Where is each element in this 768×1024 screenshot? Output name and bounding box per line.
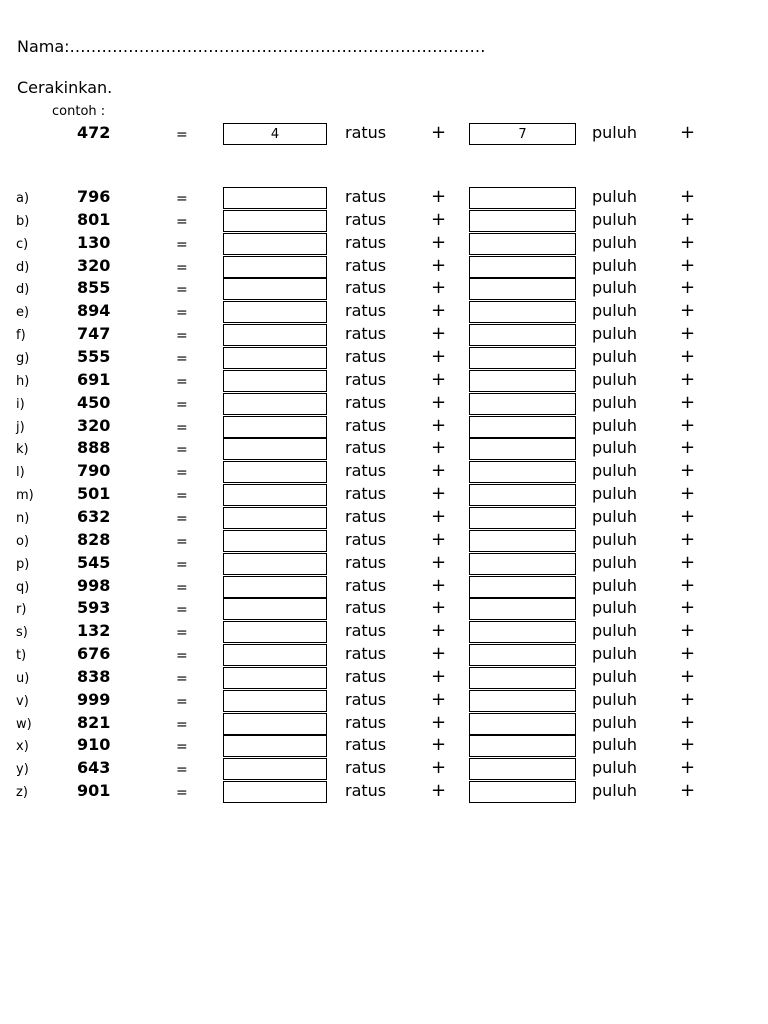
example-tens-box: 7 bbox=[469, 123, 576, 145]
equals-sign: = bbox=[176, 762, 188, 779]
hundreds-word: ratus bbox=[345, 529, 387, 549]
exercise-row bbox=[0, 301, 768, 324]
hundreds-word: ratus bbox=[345, 123, 387, 142]
tens-answer-box[interactable] bbox=[469, 576, 576, 598]
hundreds-word: ratus bbox=[345, 712, 387, 732]
tens-word: puluh bbox=[592, 758, 638, 778]
hundreds-answer-box[interactable] bbox=[223, 758, 327, 780]
tens-answer-box[interactable] bbox=[469, 210, 576, 232]
row-number: 450 bbox=[77, 392, 111, 412]
row-label: w) bbox=[16, 716, 32, 732]
row-label: u) bbox=[16, 670, 30, 686]
tens-word: puluh bbox=[592, 324, 638, 344]
plus-sign: + bbox=[680, 254, 696, 276]
plus-sign: + bbox=[680, 208, 696, 230]
tens-answer-box[interactable] bbox=[469, 507, 576, 529]
plus-sign: + bbox=[680, 391, 696, 413]
tens-word: puluh bbox=[592, 278, 638, 298]
row-number: 901 bbox=[77, 781, 111, 801]
tens-word: puluh bbox=[592, 347, 638, 366]
hundreds-answer-box[interactable] bbox=[223, 461, 327, 483]
plus-sign: + bbox=[680, 346, 696, 367]
example-hundreds-box: 4 bbox=[223, 123, 327, 145]
plus-sign: + bbox=[680, 780, 696, 802]
equals-sign: = bbox=[176, 602, 188, 619]
tens-answer-box[interactable] bbox=[469, 370, 576, 392]
row-label: p) bbox=[16, 556, 30, 572]
tens-word: puluh bbox=[592, 506, 638, 526]
plus-sign: + bbox=[431, 277, 447, 299]
row-number: 855 bbox=[77, 278, 111, 298]
row-number: 801 bbox=[77, 209, 111, 229]
row-label: c) bbox=[16, 236, 29, 252]
plus-sign: + bbox=[680, 620, 696, 642]
plus-sign: + bbox=[680, 734, 696, 756]
plus-sign: + bbox=[680, 483, 696, 505]
row-label: e) bbox=[16, 305, 30, 321]
exercise-row bbox=[0, 507, 768, 530]
hundreds-word: ratus bbox=[345, 781, 387, 801]
equals-sign: = bbox=[176, 236, 188, 253]
equals-sign: = bbox=[176, 373, 188, 390]
row-number: 894 bbox=[77, 301, 111, 321]
row-number: 888 bbox=[77, 438, 111, 458]
plus-sign: + bbox=[680, 643, 696, 664]
tens-answer-box[interactable] bbox=[469, 690, 576, 712]
tens-answer-box[interactable] bbox=[469, 438, 576, 460]
tens-answer-box[interactable] bbox=[469, 621, 576, 643]
exercise-row bbox=[0, 576, 768, 599]
hundreds-word: ratus bbox=[345, 278, 387, 298]
hundreds-word: ratus bbox=[345, 598, 387, 618]
plus-sign: + bbox=[431, 688, 447, 710]
plus-sign: + bbox=[431, 734, 447, 756]
row-number: 747 bbox=[77, 324, 111, 344]
plus-sign: + bbox=[431, 551, 447, 573]
hundreds-word: ratus bbox=[345, 758, 387, 778]
tens-word: puluh bbox=[592, 301, 638, 321]
hundreds-word: ratus bbox=[345, 415, 387, 435]
tens-word: puluh bbox=[592, 529, 638, 549]
tens-answer-box[interactable] bbox=[469, 256, 576, 278]
tens-word: puluh bbox=[592, 187, 638, 206]
exercise-row bbox=[0, 370, 768, 393]
hundreds-word: ratus bbox=[345, 621, 387, 641]
plus-sign: + bbox=[431, 368, 447, 390]
hundreds-answer-box[interactable] bbox=[223, 690, 327, 712]
hundreds-word: ratus bbox=[345, 369, 387, 389]
instruction-title: Cerakinkan. bbox=[17, 78, 113, 97]
hundreds-word: ratus bbox=[345, 209, 387, 229]
hundreds-answer-box[interactable] bbox=[223, 393, 327, 415]
example-number: 472 bbox=[77, 123, 111, 142]
tens-answer-box[interactable] bbox=[469, 347, 576, 369]
hundreds-answer-box[interactable] bbox=[223, 187, 327, 209]
row-number: 320 bbox=[77, 415, 111, 435]
plus-sign: + bbox=[680, 528, 696, 550]
hundreds-word: ratus bbox=[345, 735, 387, 755]
row-label: j) bbox=[16, 419, 25, 435]
row-number: 632 bbox=[77, 506, 111, 526]
equals-sign: = bbox=[176, 533, 188, 550]
tens-answer-box[interactable] bbox=[469, 667, 576, 689]
hundreds-answer-box[interactable] bbox=[223, 644, 327, 666]
plus-sign: + bbox=[431, 391, 447, 413]
hundreds-answer-box[interactable] bbox=[223, 438, 327, 460]
tens-answer-box[interactable] bbox=[469, 758, 576, 780]
hundreds-answer-box[interactable] bbox=[223, 370, 327, 392]
plus-sign: + bbox=[431, 254, 447, 276]
tens-word: puluh bbox=[592, 689, 638, 709]
name-field-label: Nama:…………………………………………………………………… bbox=[17, 37, 486, 56]
tens-word: puluh bbox=[592, 575, 638, 595]
plus-sign: + bbox=[680, 711, 696, 733]
exercise-row bbox=[0, 713, 768, 736]
plus-sign: + bbox=[680, 574, 696, 596]
plus-sign: + bbox=[431, 757, 447, 779]
hundreds-answer-box[interactable] bbox=[223, 507, 327, 529]
row-label: r) bbox=[16, 602, 27, 618]
row-label: s) bbox=[16, 625, 28, 641]
row-label: x) bbox=[16, 739, 29, 755]
equals-sign: = bbox=[176, 282, 188, 299]
plus-sign: + bbox=[680, 122, 696, 143]
plus-sign: + bbox=[680, 186, 696, 207]
equals-sign: = bbox=[176, 625, 188, 642]
row-number: 821 bbox=[77, 712, 111, 732]
row-number: 691 bbox=[77, 369, 111, 389]
hundreds-word: ratus bbox=[345, 301, 387, 321]
hundreds-word: ratus bbox=[345, 506, 387, 526]
hundreds-answer-box[interactable] bbox=[223, 667, 327, 689]
plus-sign: + bbox=[431, 505, 447, 527]
row-number: 555 bbox=[77, 347, 111, 366]
tens-word: puluh bbox=[592, 712, 638, 732]
hundreds-answer-box[interactable] bbox=[223, 233, 327, 255]
tens-word: puluh bbox=[592, 415, 638, 435]
equals-sign: = bbox=[176, 693, 188, 710]
tens-answer-box[interactable] bbox=[469, 530, 576, 552]
exercise-row bbox=[0, 461, 768, 484]
equals-sign: = bbox=[176, 785, 188, 802]
row-number: 643 bbox=[77, 758, 111, 778]
exercise-row bbox=[0, 210, 768, 233]
equals-sign: = bbox=[176, 465, 188, 482]
hundreds-answer-box[interactable] bbox=[223, 735, 327, 757]
hundreds-word: ratus bbox=[345, 575, 387, 595]
exercise-row bbox=[0, 324, 768, 347]
tens-word: puluh bbox=[592, 484, 638, 504]
example-label: contoh : bbox=[52, 104, 106, 119]
row-number: 998 bbox=[77, 575, 111, 595]
tens-answer-box[interactable] bbox=[469, 233, 576, 255]
plus-sign: + bbox=[680, 414, 696, 436]
hundreds-answer-box[interactable] bbox=[223, 347, 327, 369]
row-number: 593 bbox=[77, 598, 111, 618]
exercise-row bbox=[0, 667, 768, 690]
row-label: d) bbox=[16, 282, 30, 298]
tens-answer-box[interactable] bbox=[469, 324, 576, 346]
equals-sign: = bbox=[176, 213, 188, 230]
tens-word: puluh bbox=[592, 666, 638, 686]
hundreds-word: ratus bbox=[345, 324, 387, 344]
row-label: g) bbox=[16, 351, 30, 366]
tens-word: puluh bbox=[592, 735, 638, 755]
plus-sign: + bbox=[431, 122, 447, 143]
hundreds-word: ratus bbox=[345, 232, 387, 252]
tens-answer-box[interactable] bbox=[469, 278, 576, 300]
exercise-row bbox=[0, 621, 768, 644]
row-label: o) bbox=[16, 533, 30, 549]
hundreds-answer-box[interactable] bbox=[223, 576, 327, 598]
tens-answer-box[interactable] bbox=[469, 461, 576, 483]
plus-sign: + bbox=[680, 437, 696, 459]
plus-sign: + bbox=[431, 620, 447, 642]
equals-sign: = bbox=[176, 396, 188, 413]
exercise-row bbox=[0, 735, 768, 758]
equals-sign: = bbox=[176, 739, 188, 756]
hundreds-answer-box[interactable] bbox=[223, 713, 327, 735]
exercise-row bbox=[0, 484, 768, 507]
tens-word: puluh bbox=[592, 461, 638, 481]
row-number: 320 bbox=[77, 255, 111, 275]
tens-word: puluh bbox=[592, 392, 638, 412]
tens-answer-box[interactable] bbox=[469, 393, 576, 415]
plus-sign: + bbox=[431, 414, 447, 436]
exercise-row bbox=[0, 416, 768, 439]
hundreds-answer-box[interactable] bbox=[223, 278, 327, 300]
plus-sign: + bbox=[431, 643, 447, 664]
row-label: b) bbox=[16, 213, 30, 229]
plus-sign: + bbox=[680, 460, 696, 482]
hundreds-word: ratus bbox=[345, 347, 387, 366]
plus-sign: + bbox=[431, 323, 447, 345]
tens-answer-box[interactable] bbox=[469, 416, 576, 438]
row-label: t) bbox=[16, 648, 27, 663]
hundreds-answer-box[interactable] bbox=[223, 530, 327, 552]
hundreds-answer-box[interactable] bbox=[223, 416, 327, 438]
plus-sign: + bbox=[431, 665, 447, 687]
hundreds-answer-box[interactable] bbox=[223, 621, 327, 643]
plus-sign: + bbox=[431, 528, 447, 550]
plus-sign: + bbox=[680, 323, 696, 345]
hundreds-answer-box[interactable] bbox=[223, 256, 327, 278]
equals-sign: = bbox=[176, 579, 188, 596]
tens-answer-box[interactable] bbox=[469, 301, 576, 323]
plus-sign: + bbox=[431, 208, 447, 230]
plus-sign: + bbox=[431, 711, 447, 733]
exercise-row bbox=[0, 781, 768, 804]
hundreds-word: ratus bbox=[345, 187, 387, 206]
tens-answer-box[interactable] bbox=[469, 187, 576, 209]
row-number: 790 bbox=[77, 461, 111, 481]
tens-word: puluh bbox=[592, 552, 638, 572]
plus-sign: + bbox=[680, 757, 696, 779]
equals-sign: = bbox=[176, 556, 188, 573]
tens-answer-box[interactable] bbox=[469, 644, 576, 666]
equals-sign: = bbox=[176, 419, 188, 436]
row-label: q) bbox=[16, 579, 30, 595]
plus-sign: + bbox=[431, 300, 447, 322]
row-number: 545 bbox=[77, 552, 111, 572]
exercise-row bbox=[0, 278, 768, 301]
hundreds-word: ratus bbox=[345, 552, 387, 572]
plus-sign: + bbox=[680, 551, 696, 573]
hundreds-word: ratus bbox=[345, 666, 387, 686]
tens-answer-box[interactable] bbox=[469, 598, 576, 620]
tens-word: puluh bbox=[592, 621, 638, 641]
equals-sign: = bbox=[176, 305, 188, 322]
equals-sign: = bbox=[176, 191, 188, 207]
plus-sign: + bbox=[431, 231, 447, 253]
row-label: d) bbox=[16, 259, 30, 275]
equals-sign: = bbox=[176, 716, 188, 733]
plus-sign: + bbox=[431, 780, 447, 802]
equals-sign: = bbox=[176, 442, 188, 459]
exercise-row bbox=[0, 530, 768, 553]
row-label: f) bbox=[16, 328, 26, 344]
plus-sign: + bbox=[680, 597, 696, 619]
plus-sign: + bbox=[431, 483, 447, 505]
equals-sign: = bbox=[176, 488, 188, 505]
tens-word: puluh bbox=[592, 781, 638, 801]
plus-sign: + bbox=[431, 460, 447, 482]
hundreds-word: ratus bbox=[345, 438, 387, 458]
plus-sign: + bbox=[431, 186, 447, 207]
hundreds-answer-box[interactable] bbox=[223, 210, 327, 232]
plus-sign: + bbox=[680, 688, 696, 710]
plus-sign: + bbox=[431, 597, 447, 619]
hundreds-answer-box[interactable] bbox=[223, 301, 327, 323]
equals-sign: = bbox=[176, 328, 188, 345]
row-label: v) bbox=[16, 693, 29, 709]
tens-answer-box[interactable] bbox=[469, 713, 576, 735]
plus-sign: + bbox=[431, 574, 447, 596]
equals-sign: = bbox=[176, 648, 188, 664]
exercise-row bbox=[0, 233, 768, 256]
hundreds-answer-box[interactable] bbox=[223, 484, 327, 506]
plus-sign: + bbox=[431, 346, 447, 367]
tens-answer-box[interactable] bbox=[469, 735, 576, 757]
hundreds-answer-box[interactable] bbox=[223, 598, 327, 620]
exercise-row bbox=[0, 553, 768, 576]
row-number: 796 bbox=[77, 187, 111, 206]
exercise-row bbox=[0, 393, 768, 416]
equals-sign: = bbox=[176, 351, 188, 367]
row-label: y) bbox=[16, 762, 29, 778]
equals-sign: = bbox=[176, 510, 188, 527]
row-number: 130 bbox=[77, 232, 111, 252]
row-number: 838 bbox=[77, 666, 111, 686]
row-label: n) bbox=[16, 510, 30, 526]
hundreds-answer-box[interactable] bbox=[223, 553, 327, 575]
row-label: a) bbox=[16, 191, 30, 206]
exercise-row bbox=[0, 256, 768, 279]
hundreds-answer-box[interactable] bbox=[223, 781, 327, 803]
hundreds-word: ratus bbox=[345, 461, 387, 481]
hundreds-word: ratus bbox=[345, 255, 387, 275]
tens-answer-box[interactable] bbox=[469, 484, 576, 506]
row-label: l) bbox=[16, 465, 25, 481]
tens-word: puluh bbox=[592, 232, 638, 252]
exercise-row bbox=[0, 690, 768, 713]
row-number: 910 bbox=[77, 735, 111, 755]
exercise-row bbox=[0, 347, 768, 370]
hundreds-word: ratus bbox=[345, 689, 387, 709]
plus-sign: + bbox=[680, 300, 696, 322]
tens-word: puluh bbox=[592, 438, 638, 458]
row-label: z) bbox=[16, 785, 28, 801]
equals-sign: = bbox=[176, 127, 188, 143]
row-number: 828 bbox=[77, 529, 111, 549]
tens-word: puluh bbox=[592, 598, 638, 618]
hundreds-answer-box[interactable] bbox=[223, 324, 327, 346]
tens-word: puluh bbox=[592, 123, 638, 142]
row-label: i) bbox=[16, 396, 25, 412]
plus-sign: + bbox=[680, 505, 696, 527]
tens-word: puluh bbox=[592, 255, 638, 275]
equals-sign: = bbox=[176, 670, 188, 687]
tens-answer-box[interactable] bbox=[469, 781, 576, 803]
hundreds-word: ratus bbox=[345, 644, 387, 663]
row-number: 676 bbox=[77, 644, 111, 663]
plus-sign: + bbox=[680, 277, 696, 299]
exercise-row bbox=[0, 644, 768, 667]
row-number: 999 bbox=[77, 689, 111, 709]
plus-sign: + bbox=[680, 231, 696, 253]
exercise-row bbox=[0, 438, 768, 461]
plus-sign: + bbox=[431, 437, 447, 459]
plus-sign: + bbox=[680, 665, 696, 687]
exercise-row bbox=[0, 598, 768, 621]
tens-word: puluh bbox=[592, 209, 638, 229]
row-label: h) bbox=[16, 373, 30, 389]
row-number: 132 bbox=[77, 621, 111, 641]
exercise-row bbox=[0, 758, 768, 781]
hundreds-word: ratus bbox=[345, 392, 387, 412]
tens-answer-box[interactable] bbox=[469, 553, 576, 575]
example-row bbox=[0, 123, 768, 146]
tens-word: puluh bbox=[592, 369, 638, 389]
tens-word: puluh bbox=[592, 644, 638, 663]
plus-sign: + bbox=[680, 368, 696, 390]
row-label: m) bbox=[16, 488, 34, 504]
equals-sign: = bbox=[176, 259, 188, 276]
hundreds-word: ratus bbox=[345, 484, 387, 504]
row-number: 501 bbox=[77, 484, 111, 504]
row-label: k) bbox=[16, 442, 29, 458]
exercise-row bbox=[0, 187, 768, 210]
